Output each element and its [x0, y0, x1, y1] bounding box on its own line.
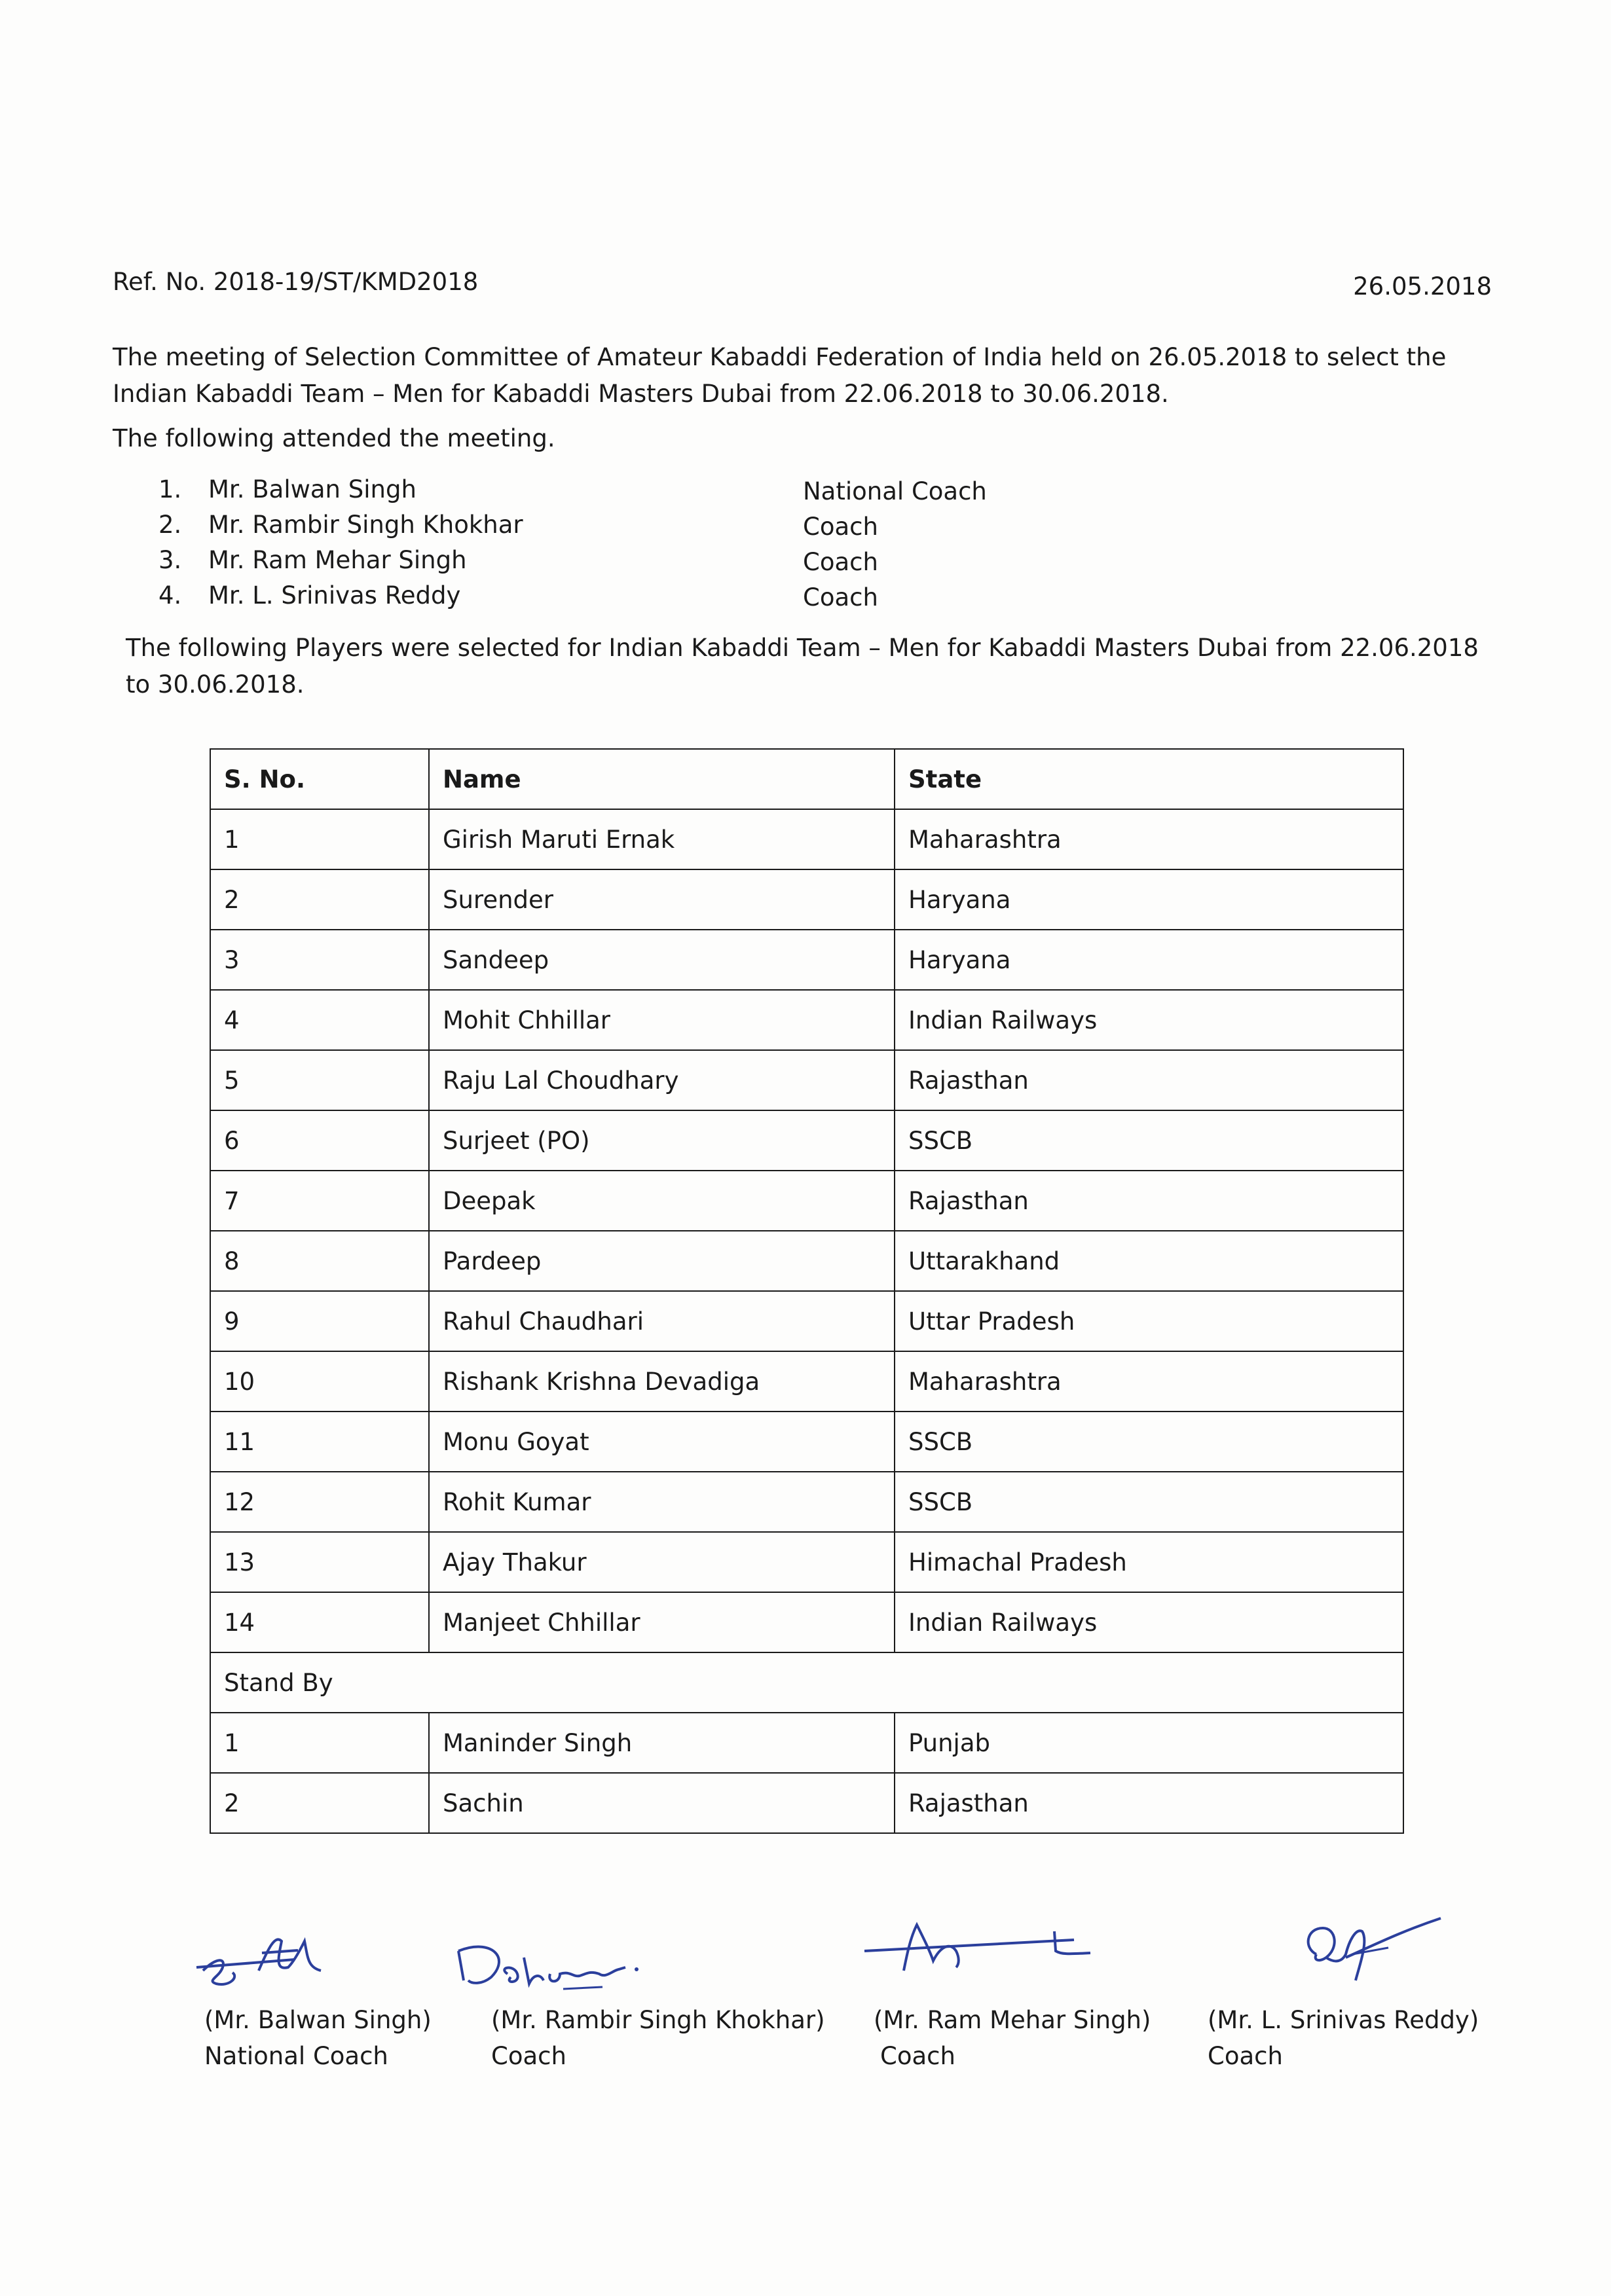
- cell-state: Rajasthan: [895, 1171, 1403, 1231]
- attendee-name: Mr. L. Srinivas Reddy: [208, 581, 461, 610]
- attendee-number: 1.: [158, 475, 182, 503]
- attendee-name: Mr. Ram Mehar Singh: [208, 546, 467, 574]
- table-row: [210, 1291, 1403, 1351]
- attendee-role: Coach: [803, 583, 878, 611]
- cell-sno: 2: [210, 1773, 429, 1833]
- attendee-number: 4.: [158, 581, 182, 610]
- attendee-role: Coach: [803, 513, 878, 541]
- signatory-role: Coach: [1208, 2042, 1283, 2070]
- table-row: [210, 1412, 1403, 1472]
- cell-name: Rohit Kumar: [429, 1472, 895, 1532]
- cell-sno: 6: [210, 1110, 429, 1171]
- cell-sno: 11: [210, 1412, 429, 1472]
- signature-balwan-singh: [196, 1922, 367, 1996]
- signatory-name: (Mr. Ram Mehar Singh): [874, 2006, 1151, 2034]
- cell-name: Pardeep: [429, 1231, 895, 1291]
- cell-name: Mohit Chhillar: [429, 990, 895, 1050]
- cell-sno: 7: [210, 1171, 429, 1231]
- standby-label-row: [210, 1652, 1403, 1713]
- table-row: [210, 1532, 1403, 1592]
- cell-state: SSCB: [895, 1110, 1403, 1171]
- cell-sno: 13: [210, 1532, 429, 1592]
- table-row: [210, 869, 1403, 930]
- document-date: 26.05.2018: [1353, 272, 1492, 301]
- cell-sno: 9: [210, 1291, 429, 1351]
- signatory-role: Coach: [491, 2042, 566, 2070]
- table-row: [210, 990, 1403, 1050]
- table-row: [210, 1773, 1403, 1833]
- signature-l-srinivas-reddy: [1290, 1908, 1447, 1996]
- column-header-state: State: [895, 749, 1403, 809]
- cell-state: Indian Railways: [895, 990, 1403, 1050]
- signatory-role: Coach: [880, 2042, 955, 2070]
- cell-sno: 5: [210, 1050, 429, 1110]
- attendee-name: Mr. Rambir Singh Khokhar: [208, 511, 523, 539]
- signatory-name: (Mr. Balwan Singh): [204, 2006, 432, 2034]
- intro-paragraph: The meeting of Selection Committee of Amateur Kabaddi Federation of India held on 26.05.2018 to select the Indian Kabaddi Team – Men for Kabaddi Masters Dubai from 22.06.2018 to 30.06.2018.: [113, 343, 1447, 408]
- attendee-role: Coach: [803, 548, 878, 576]
- attendee-number: 3.: [158, 546, 182, 574]
- table-row: [210, 1110, 1403, 1171]
- cell-sno: 1: [210, 1713, 429, 1773]
- cell-state: Punjab: [895, 1713, 1403, 1773]
- cell-name: Maninder Singh: [429, 1713, 895, 1773]
- cell-state: Haryana: [895, 869, 1403, 930]
- cell-name: Ajay Thakur: [429, 1532, 895, 1592]
- attended-heading: The following attended the meeting.: [113, 424, 555, 452]
- reference-number: Ref. No. 2018-19/ST/KMD2018: [113, 268, 479, 296]
- selection-paragraph: The following Players were selected for Indian Kabaddi Team – Men for Kabaddi Masters Dubai from 22.06.2018 to 30.06.2018.: [126, 634, 1479, 699]
- cell-state: Himachal Pradesh: [895, 1532, 1403, 1592]
- cell-name: Rishank Krishna Devadiga: [429, 1351, 895, 1412]
- cell-name: Sachin: [429, 1773, 895, 1833]
- attendee-name: Mr. Balwan Singh: [208, 475, 417, 503]
- selection-table: [210, 748, 1404, 1834]
- table-header-row: [210, 749, 1403, 809]
- table-row: [210, 809, 1403, 869]
- cell-sno: 14: [210, 1592, 429, 1652]
- cell-state: Rajasthan: [895, 1773, 1403, 1833]
- table-row: [210, 930, 1403, 990]
- cell-sno: 4: [210, 990, 429, 1050]
- cell-sno: 1: [210, 809, 429, 869]
- player-rows: [210, 809, 1403, 1652]
- cell-sno: 12: [210, 1472, 429, 1532]
- standby-section: [210, 1652, 1403, 1713]
- signatory-role: National Coach: [204, 2042, 388, 2070]
- standby-rows: [210, 1713, 1403, 1833]
- table-row: [210, 1472, 1403, 1532]
- cell-state: Haryana: [895, 930, 1403, 990]
- cell-name: Surender: [429, 869, 895, 930]
- cell-state: SSCB: [895, 1412, 1403, 1472]
- table-row: [210, 1713, 1403, 1773]
- signatory-name: (Mr. L. Srinivas Reddy): [1208, 2006, 1479, 2034]
- cell-sno: 10: [210, 1351, 429, 1412]
- cell-state: Uttar Pradesh: [895, 1291, 1403, 1351]
- cell-sno: 3: [210, 930, 429, 990]
- table-row: [210, 1592, 1403, 1652]
- cell-state: Maharashtra: [895, 809, 1403, 869]
- signature-rambir-singh-khokhar: [452, 1938, 661, 2006]
- table-row: [210, 1351, 1403, 1412]
- cell-name: Manjeet Chhillar: [429, 1592, 895, 1652]
- cell-state: Maharashtra: [895, 1351, 1403, 1412]
- table-row: [210, 1171, 1403, 1231]
- cell-name: Rahul Chaudhari: [429, 1291, 895, 1351]
- cell-sno: 8: [210, 1231, 429, 1291]
- cell-state: Indian Railways: [895, 1592, 1403, 1652]
- cell-name: Surjeet (PO): [429, 1110, 895, 1171]
- cell-sno: 2: [210, 869, 429, 930]
- table-row: [210, 1231, 1403, 1291]
- standby-label: Stand By: [210, 1652, 1403, 1713]
- signatory-name: (Mr. Rambir Singh Khokhar): [491, 2006, 825, 2034]
- attendee-number: 2.: [158, 511, 182, 539]
- attendee-role: National Coach: [803, 477, 987, 505]
- cell-state: Uttarakhand: [895, 1231, 1403, 1291]
- cell-name: Raju Lal Choudhary: [429, 1050, 895, 1110]
- column-header-name: Name: [429, 749, 895, 809]
- column-header-sno: S. No.: [210, 749, 429, 809]
- cell-state: SSCB: [895, 1472, 1403, 1532]
- cell-name: Sandeep: [429, 930, 895, 990]
- signature-ram-mehar-singh: [864, 1915, 1113, 1990]
- table-row: [210, 1050, 1403, 1110]
- cell-name: Deepak: [429, 1171, 895, 1231]
- cell-name: Girish Maruti Ernak: [429, 809, 895, 869]
- cell-name: Monu Goyat: [429, 1412, 895, 1472]
- cell-state: Rajasthan: [895, 1050, 1403, 1110]
